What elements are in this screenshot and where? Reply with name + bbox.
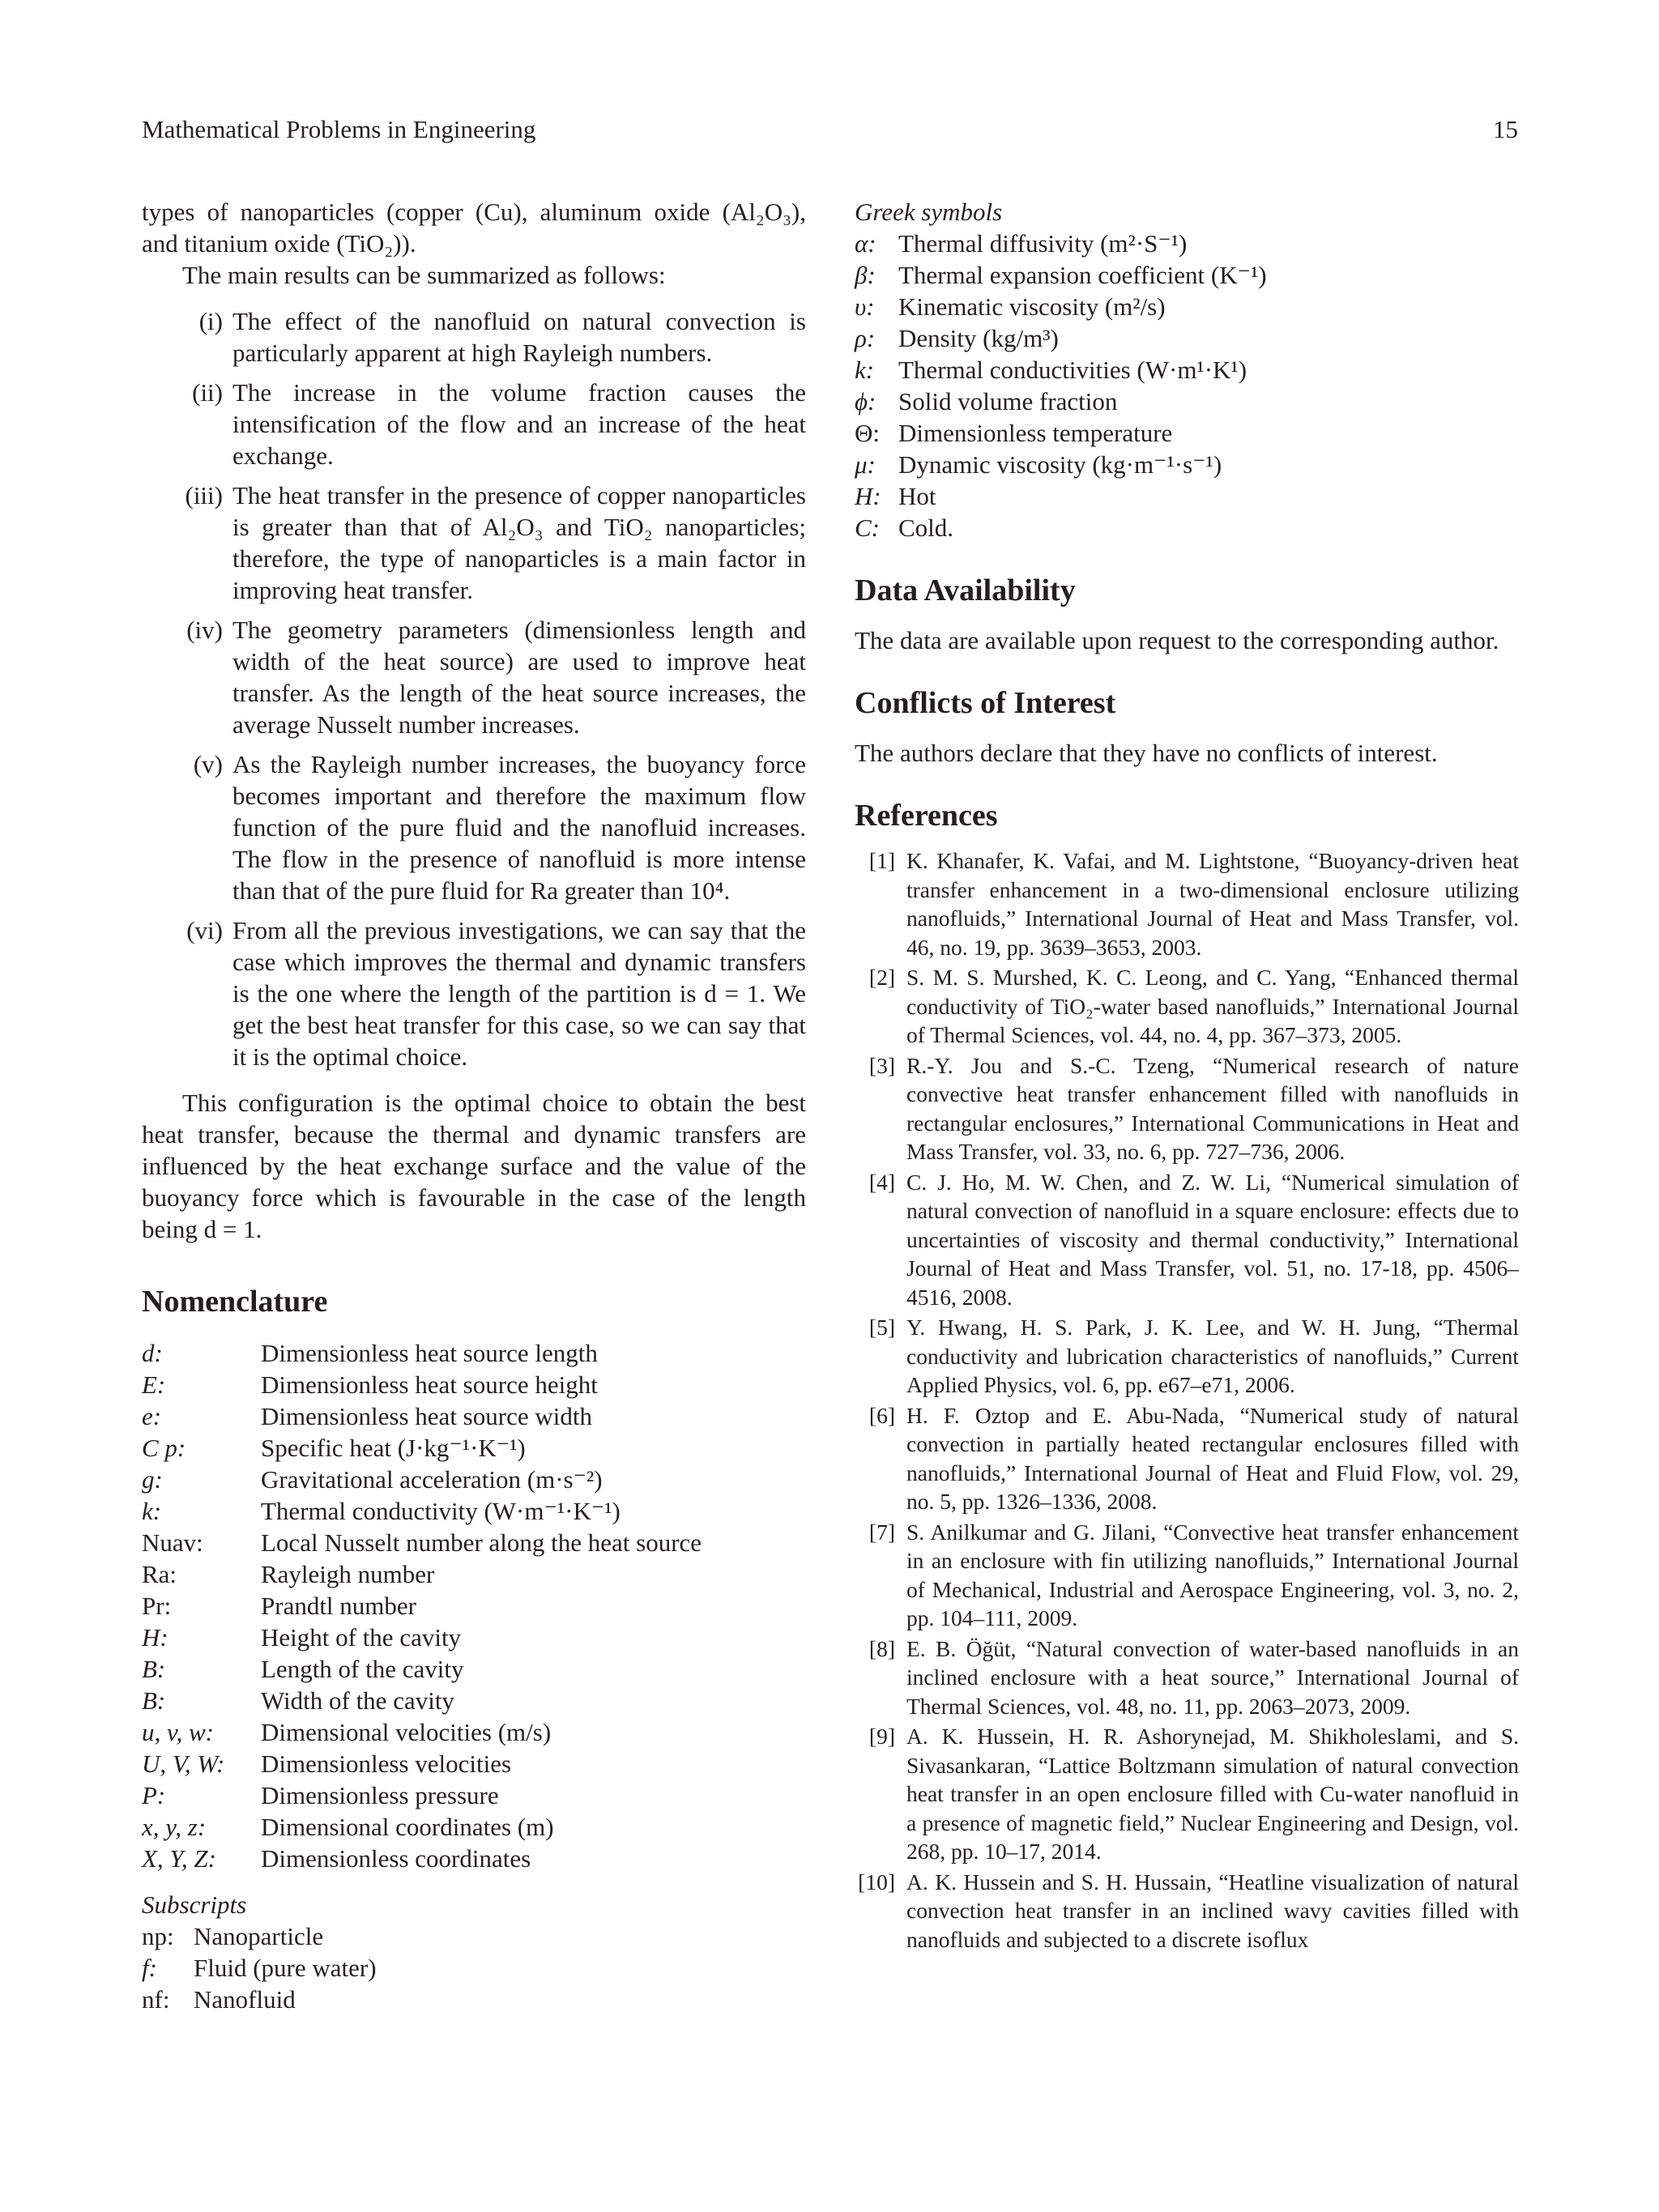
list-item [142,377,806,471]
greek-row [855,354,1519,386]
greek-symbol: ϕ: [855,387,876,416]
nomenclature-symbol: C p: [142,1434,186,1462]
reference-number: [7] [868,1519,895,1545]
nomenclature-definition: Dimensionless coordinates [261,1844,531,1873]
list-item-number: (v) [193,750,223,778]
nomenclature-definition: Local Nusselt number along the heat source [261,1528,702,1557]
list-item [142,305,806,369]
reference-text: E. B. Öğüt, “Natural convection of water-based nanofluids in an inclined enclosure with a heat source,” International Journal of Thermal Sciences, vol. 48, no. 11, pp. 2063–2073, 2009. [906,1635,1519,1719]
subscript-definition: Nanofluid [194,1985,296,2014]
reference-item [855,1401,1519,1516]
reference-text: C. J. Ho, M. W. Chen, and Z. W. Li, “Numerical simulation of natural convection of nanofluid in a square enclosure: effects due to uncertainties of viscosity and thermal conductivity,” International Journal of Heat and Mass Transfer, vol. 51, no. 17-18, pp. 4506–4516, 2008. [906,1169,1519,1310]
nomenclature-row [142,1432,806,1464]
list-item-number: (iv) [186,616,223,644]
data-availability-heading [855,573,1519,608]
nomenclature-row [142,1843,806,1874]
reference-number: [3] [868,1052,895,1078]
nomenclature-definition: Specific heat (J·kg⁻¹·K⁻¹) [261,1434,526,1462]
reference-item [855,963,1519,1050]
greek-symbols-list [855,228,1519,543]
reference-text: A. K. Hussein and S. H. Hussain, “Heatline visualization of natural convection heat transfer in an inclined wavy cavities filled with nanofluids and subjected to a discrete isoflux [906,1869,1519,1952]
nomenclature-symbol: B: [142,1686,166,1715]
nomenclature-symbol: Ra: [142,1560,177,1588]
results-list [142,305,806,1072]
reference-number: [9] [868,1724,895,1749]
list-item-number: (iii) [185,481,223,509]
greek-symbol: ρ: [855,324,876,352]
list-item [142,479,806,606]
greek-definition: Density (kg/m³) [898,324,1059,352]
nomenclature-row [142,1369,806,1400]
nomenclature-symbol: X, Y, Z: [142,1844,216,1873]
list-item-number: (i) [198,307,223,335]
list-item-number: (ii) [192,378,223,407]
section-title: References [855,799,998,833]
nomenclature-definition: Dimensionless heat source length [261,1339,598,1367]
reference-text: R.-Y. Jou and S.-C. Tzeng, “Numerical research of nature convective heat transfer enhancement filled with nanofluids in rectangular enclosures,” International Communications in Heat and Mass Transfer, vol. 33, no. 6, pp. 727–736, 2006. [906,1052,1519,1164]
reference-item [855,1051,1519,1166]
greek-row [855,322,1519,354]
nomenclature-row [142,1779,806,1811]
nomenclature-row [142,1685,806,1716]
nomenclature-symbol: u, v, w: [142,1718,214,1746]
nomenclature-row [142,1716,806,1748]
greek-definition: Cold. [898,514,954,542]
reference-item [855,1868,1519,1954]
intro-paragraph: types of nanoparticles (copper (Cu), aluminum oxide (Al₂O₃), and titanium oxide (TiO₂)). [142,198,806,258]
nomenclature-symbol: E: [142,1370,166,1399]
subscript-definition: Nanoparticle [194,1922,324,1950]
left-column [142,196,806,2015]
greek-symbols-title: Greek symbols [855,198,1003,226]
nomenclature-row [142,1400,806,1432]
section-title: Conflicts of Interest [855,686,1116,720]
nomenclature-symbol: e: [142,1402,162,1430]
nomenclature-symbol: k: [142,1497,162,1525]
nomenclature-definition: Rayleigh number [261,1560,435,1588]
greek-symbol: H: [855,482,881,510]
reference-number: [1] [868,848,895,873]
nomenclature-row [142,1622,806,1653]
nomenclature-symbol: U, V, W: [142,1750,225,1778]
greek-row [855,228,1519,259]
greek-symbol: μ: [855,450,876,479]
subscript-row [142,1984,806,2015]
data-availability-text: The data are available upon request to the corresponding author. [855,626,1499,654]
nomenclature-row [142,1337,806,1369]
greek-definition: Dynamic viscosity (kg·m⁻¹·s⁻¹) [898,450,1222,479]
greek-symbol: υ: [855,292,875,321]
greek-definition: Hot [898,482,936,510]
subscripts-list [142,1920,806,2015]
greek-definition: Solid volume fraction [898,387,1118,416]
reference-item [855,1168,1519,1312]
nomenclature-symbol: H: [142,1623,168,1652]
nomenclature-definition: Thermal conductivity (W·m⁻¹·K⁻¹) [261,1497,621,1525]
list-item-number: (vi) [186,916,223,944]
list-item [142,614,806,740]
reference-text: K. Khanafer, K. Vafai, and M. Lightstone, “Buoyancy-driven heat transfer enhancement in a two-dimensional enclosure utilizing nanofluids,” International Journal of Heat and Mass Transfer, vol. 46, no. 19, pp. 3639–3653, 2003. [906,848,1519,960]
reference-text: A. K. Hussein, H. R. Ashorynejad, M. Shikholeslami, and S. Sivasankaran, “Lattice Boltzmann simulation of natural convection heat transfer in an open enclosure filled with Cu-water nanofluid in a presence of magnetic field,” Nuclear Engineering and Design, vol. 268, pp. 10–17, 2014. [906,1724,1519,1864]
list-item-text: From all the previous investigations, we can say that the case which improves the thermal and dynamic transfers is the one where the length of the partition is d = 1. We get the best heat transfer for this case, so we can say that it is the optimal choice. [232,916,806,1071]
nomenclature-symbol: d: [142,1339,163,1367]
reference-number: [5] [868,1315,895,1340]
subscript-symbol: nf: [142,1985,170,2014]
reference-item [855,1722,1519,1866]
reference-text: S. M. S. Murshed, K. C. Leong, and C. Yang, “Enhanced thermal conductivity of TiO₂-water based nanofluids,” International Journal of Thermal Sciences, vol. 44, no. 4, pp. 367–373, 2005. [906,965,1519,1047]
greek-row [855,291,1519,322]
reference-number: [10] [858,1869,895,1894]
list-item-text: The geometry parameters (dimensionless length and width of the heat source) are used to improve heat transfer. As the length of the heat source increases, the average Nusselt number increases. [232,616,806,739]
greek-definition: Thermal expansion coefficient (K⁻¹) [898,261,1267,289]
subscript-row [142,1952,806,1984]
references-list [855,846,1519,1954]
nomenclature-definition: Prandtl number [261,1592,416,1620]
reference-text: H. F. Oztop and E. Abu-Nada, “Numerical study of natural convection in partially heated rectangular enclosures filled with nanofluids,” International Journal of Heat and Fluid Flow, vol. 29, no. 5, pp. 1326–1336, 2008. [906,1402,1519,1514]
list-item-text: The effect of the nanofluid on natural convection is particularly apparent at high Rayleigh numbers. [232,307,806,367]
greek-row [855,449,1519,480]
nomenclature-definition: Dimensionless heat source height [261,1370,598,1399]
list-item [142,748,806,906]
nomenclature-definition: Width of the cavity [261,1686,454,1715]
nomenclature-definition: Length of the cavity [261,1655,464,1683]
greek-row [855,259,1519,291]
nomenclature-definition: Dimensionless velocities [261,1750,512,1778]
reference-text: Y. Hwang, H. S. Park, J. K. Lee, and W. H. Jung, “Thermal conductivity and lubrication characteristics of nanofluids,” Current Applied Physics, vol. 6, pp. e67–e71, 2006. [906,1315,1519,1397]
nomenclature-definition: Gravitational acceleration (m·s⁻²) [261,1465,603,1494]
nomenclature-symbol: P: [142,1781,166,1809]
subscript-definition: Fluid (pure water) [194,1954,377,1982]
summary-lead: The main results can be summarized as follows: [182,261,666,289]
nomenclature-symbol: Nuav: [142,1528,203,1557]
reference-number: [6] [868,1402,895,1428]
nomenclature-row [142,1464,806,1495]
list-item [142,914,806,1072]
greek-definition: Thermal diffusivity (m²·S⁻¹) [898,229,1188,258]
reference-item [855,1634,1519,1721]
greek-row [855,480,1519,512]
references-heading [855,798,1519,833]
subscript-symbol: np: [142,1922,174,1950]
section-title: Nomenclature [142,1285,328,1319]
list-item-text: As the Rayleigh number increases, the buoyancy force becomes important and therefore the maximum flow function of the pure fluid and the nanofluid increases. The flow in the presence of nanofluid is more intense than that of the pure fluid for Ra greater than 10⁴. [232,750,806,905]
reference-item [855,846,1519,961]
nomenclature-definition: Dimensional coordinates (m) [261,1813,554,1841]
greek-definition: Kinematic viscosity (m²/s) [898,292,1166,321]
reference-item [855,1313,1519,1400]
greek-symbol: C: [855,514,880,542]
nomenclature-definition: Height of the cavity [261,1623,462,1652]
greek-row [855,512,1519,543]
reference-number: [8] [868,1635,895,1661]
subscript-row [142,1920,806,1952]
reference-number: [2] [868,965,895,990]
nomenclature-symbol: B: [142,1655,166,1683]
nomenclature-definition: Dimensionless pressure [261,1781,499,1809]
nomenclature-definition: Dimensional velocities (m/s) [261,1718,552,1746]
nomenclature-row [142,1590,806,1622]
nomenclature-row [142,1495,806,1527]
greek-symbol: α: [855,229,876,258]
nomenclature-definition: Dimensionless heat source width [261,1402,592,1430]
conclusion-paragraph: This configuration is the optimal choice to obtain the best heat transfer, because the thermal and dynamic transfers are influenced by the heat exchange surface and the value of the buoyancy force which is favourable in the case of the length being d = 1. [142,1089,806,1243]
nomenclature-list [142,1337,806,1874]
page-number: 15 [1493,115,1518,143]
list-item-text: The heat transfer in the presence of copper nanoparticles is greater than that of Al₂O₃ and TiO₂ nanoparticles; therefore, the type of nanoparticles is a main factor in improving heat transfer. [232,481,806,604]
right-column [855,196,1519,1955]
nomenclature-row [142,1811,806,1843]
conflicts-text: The authors declare that they have no conflicts of interest. [855,739,1438,767]
conflicts-heading [855,685,1519,721]
greek-symbol: k: [855,356,875,384]
reference-number: [4] [868,1169,895,1195]
section-title: Data Availability [855,573,1076,607]
greek-symbol: β: [855,261,876,289]
reference-text: S. Anilkumar and G. Jilani, “Convective heat transfer enhancement in an enclosure with fin utilizing nanofluids,” International Journal of Mechanical, Industrial and Aerospace Engineering, vol. 3, no. 2, pp. 104–111, 2009. [906,1519,1519,1630]
nomenclature-row [142,1558,806,1590]
running-header: Mathematical Problems in Engineering [142,115,536,143]
greek-symbol: Θ: [855,419,880,447]
nomenclature-symbol: x, y, z: [142,1813,207,1841]
reference-item [855,1518,1519,1633]
nomenclature-row [142,1527,806,1558]
nomenclature-row [142,1748,806,1779]
nomenclature-symbol: Pr: [142,1592,172,1620]
greek-row [855,417,1519,449]
nomenclature-section-heading [142,1284,806,1319]
list-item-text: The increase in the volume fraction causes the intensification of the flow and an increase of the heat exchange. [232,378,806,470]
greek-definition: Dimensionless temperature [898,419,1173,447]
nomenclature-row [142,1653,806,1685]
subscripts-title: Subscripts [142,1890,247,1919]
subscript-symbol: f: [142,1954,157,1982]
greek-definition: Thermal conductivities (W·m¹·K¹) [898,356,1247,384]
greek-row [855,386,1519,417]
nomenclature-symbol: g: [142,1465,163,1494]
